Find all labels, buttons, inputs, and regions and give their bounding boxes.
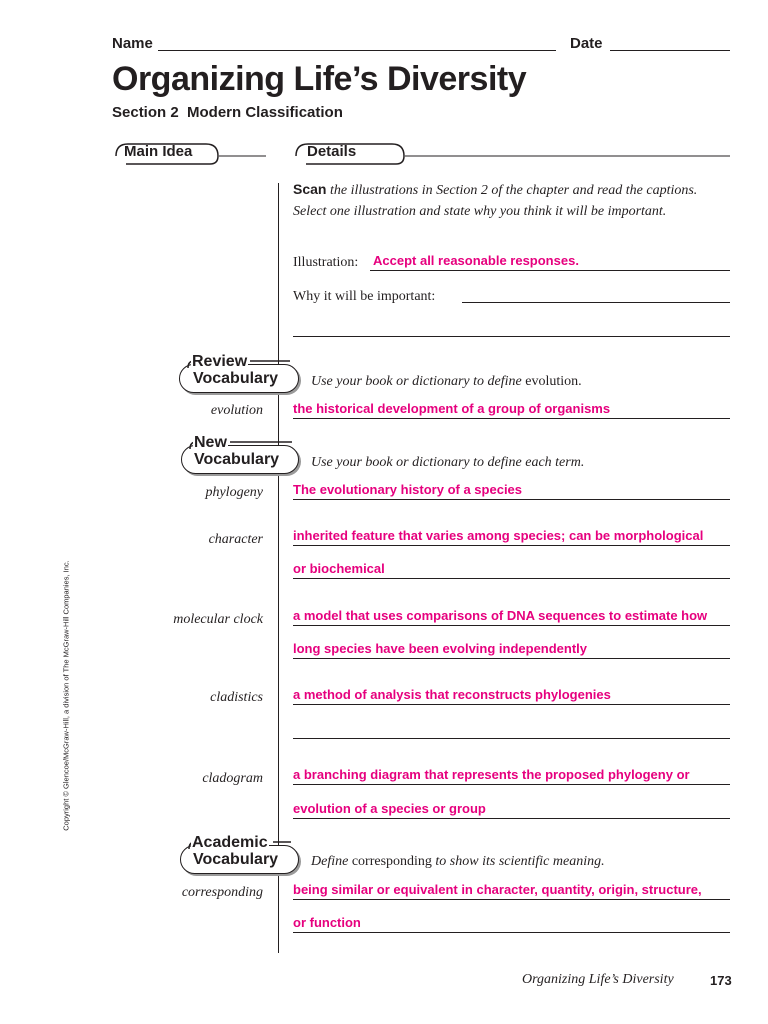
answer-evolution: the historical development of a group of organisms xyxy=(293,401,611,416)
answer-cladistics-1: a method of analysis that reconstructs phylogenies xyxy=(293,687,611,702)
answer-phylogeny-1: The evolutionary history of a species xyxy=(293,482,523,497)
why-line[interactable] xyxy=(462,302,730,303)
section-title: Section 2 Modern Classification xyxy=(112,104,343,121)
academic-instr-post: to show its scientific meaning. xyxy=(435,854,605,869)
review-instr-post: . xyxy=(578,374,582,389)
main-idea-heading: Main Idea xyxy=(124,143,193,160)
name-label: Name xyxy=(112,35,153,52)
line-character-1[interactable] xyxy=(293,545,730,546)
new-vocab-top: New xyxy=(194,434,227,451)
line-molecular-clock-1[interactable] xyxy=(293,625,730,626)
date-field[interactable] xyxy=(610,50,730,51)
illustration-label: Illustration: xyxy=(293,255,359,270)
academic-instr-word: corresponding xyxy=(351,854,432,869)
term-molecular-clock: molecular clock xyxy=(173,612,263,627)
academic-vocab-top: Academic xyxy=(192,834,268,851)
academic-vocab-bottom: Vocabulary xyxy=(193,851,279,868)
line-cladistics-1[interactable] xyxy=(293,704,730,705)
term-phylogeny: phylogeny xyxy=(205,485,263,500)
page-title: Organizing Life’s Diversity xyxy=(112,60,527,98)
illustration-line[interactable] xyxy=(370,270,730,271)
copyright-text: Copyright © Glencoe/McGraw-Hill, a division of The McGraw-Hill Companies, Inc. xyxy=(61,560,71,831)
review-vocab-instruction xyxy=(311,374,582,390)
line-cladistics-2[interactable] xyxy=(293,738,730,739)
new-vocab-bottom: Vocabulary xyxy=(194,451,280,468)
answer-cladogram-1: a branching diagram that represents the proposed phylogeny or xyxy=(293,767,690,782)
line-corresponding-2[interactable] xyxy=(293,932,730,933)
scan-instruction xyxy=(293,179,713,222)
review-instr-pre: Use your book or dictionary to define xyxy=(311,374,522,389)
term-corresponding: corresponding xyxy=(181,885,263,900)
answer-corresponding-1: being similar or equivalent in character, quantity, origin, structure, xyxy=(293,882,702,897)
academic-instr-pre: Define xyxy=(311,854,349,869)
answer-corresponding-2: or function xyxy=(293,915,361,930)
details-tab xyxy=(294,138,734,168)
line-cladogram-1[interactable] xyxy=(293,784,730,785)
line-cladogram-2[interactable] xyxy=(293,818,730,819)
answer-molecular-clock-1: a model that uses comparisons of DNA sequences to estimate how xyxy=(293,608,708,623)
answer-molecular-clock-2: long species have been evolving independently xyxy=(293,641,588,656)
scan-text: the illustrations in Section 2 of the chapter and read the captions. Select one illustration and state why you think it will be important. xyxy=(293,183,698,219)
details-heading: Details xyxy=(307,143,357,160)
line-character-2[interactable] xyxy=(293,578,730,579)
answer-character-2: or biochemical xyxy=(293,561,385,576)
line-molecular-clock-2[interactable] xyxy=(293,658,730,659)
academic-vocab-instruction xyxy=(311,854,605,870)
illustration-answer: Accept all reasonable responses. xyxy=(373,253,579,268)
why-label: Why it will be important: xyxy=(293,289,436,304)
review-instr-word: evolution xyxy=(525,374,579,389)
line-corresponding-1[interactable] xyxy=(293,899,730,900)
footer-chapter: Organizing Life’s Diversity xyxy=(522,972,674,987)
scan-keyword: Scan xyxy=(293,181,327,197)
line-evolution[interactable] xyxy=(293,418,730,419)
new-vocab-instruction: Use your book or dictionary to define each term. xyxy=(311,455,585,470)
date-label: Date xyxy=(570,35,603,52)
term-cladistics: cladistics xyxy=(210,690,263,705)
review-vocab-bottom: Vocabulary xyxy=(193,370,279,387)
line-phylogeny-1[interactable] xyxy=(293,499,730,500)
page-number: 173 xyxy=(710,973,732,988)
term-cladogram: cladogram xyxy=(202,771,263,786)
review-vocab-top: Review xyxy=(192,353,248,370)
answer-character-1: inherited feature that varies among species; can be morphological xyxy=(293,528,704,543)
answer-cladogram-2: evolution of a species or group xyxy=(293,801,486,816)
name-field[interactable] xyxy=(158,50,556,51)
why-line-2[interactable] xyxy=(293,336,730,337)
term-evolution: evolution xyxy=(210,403,263,418)
term-character: character xyxy=(208,532,263,547)
